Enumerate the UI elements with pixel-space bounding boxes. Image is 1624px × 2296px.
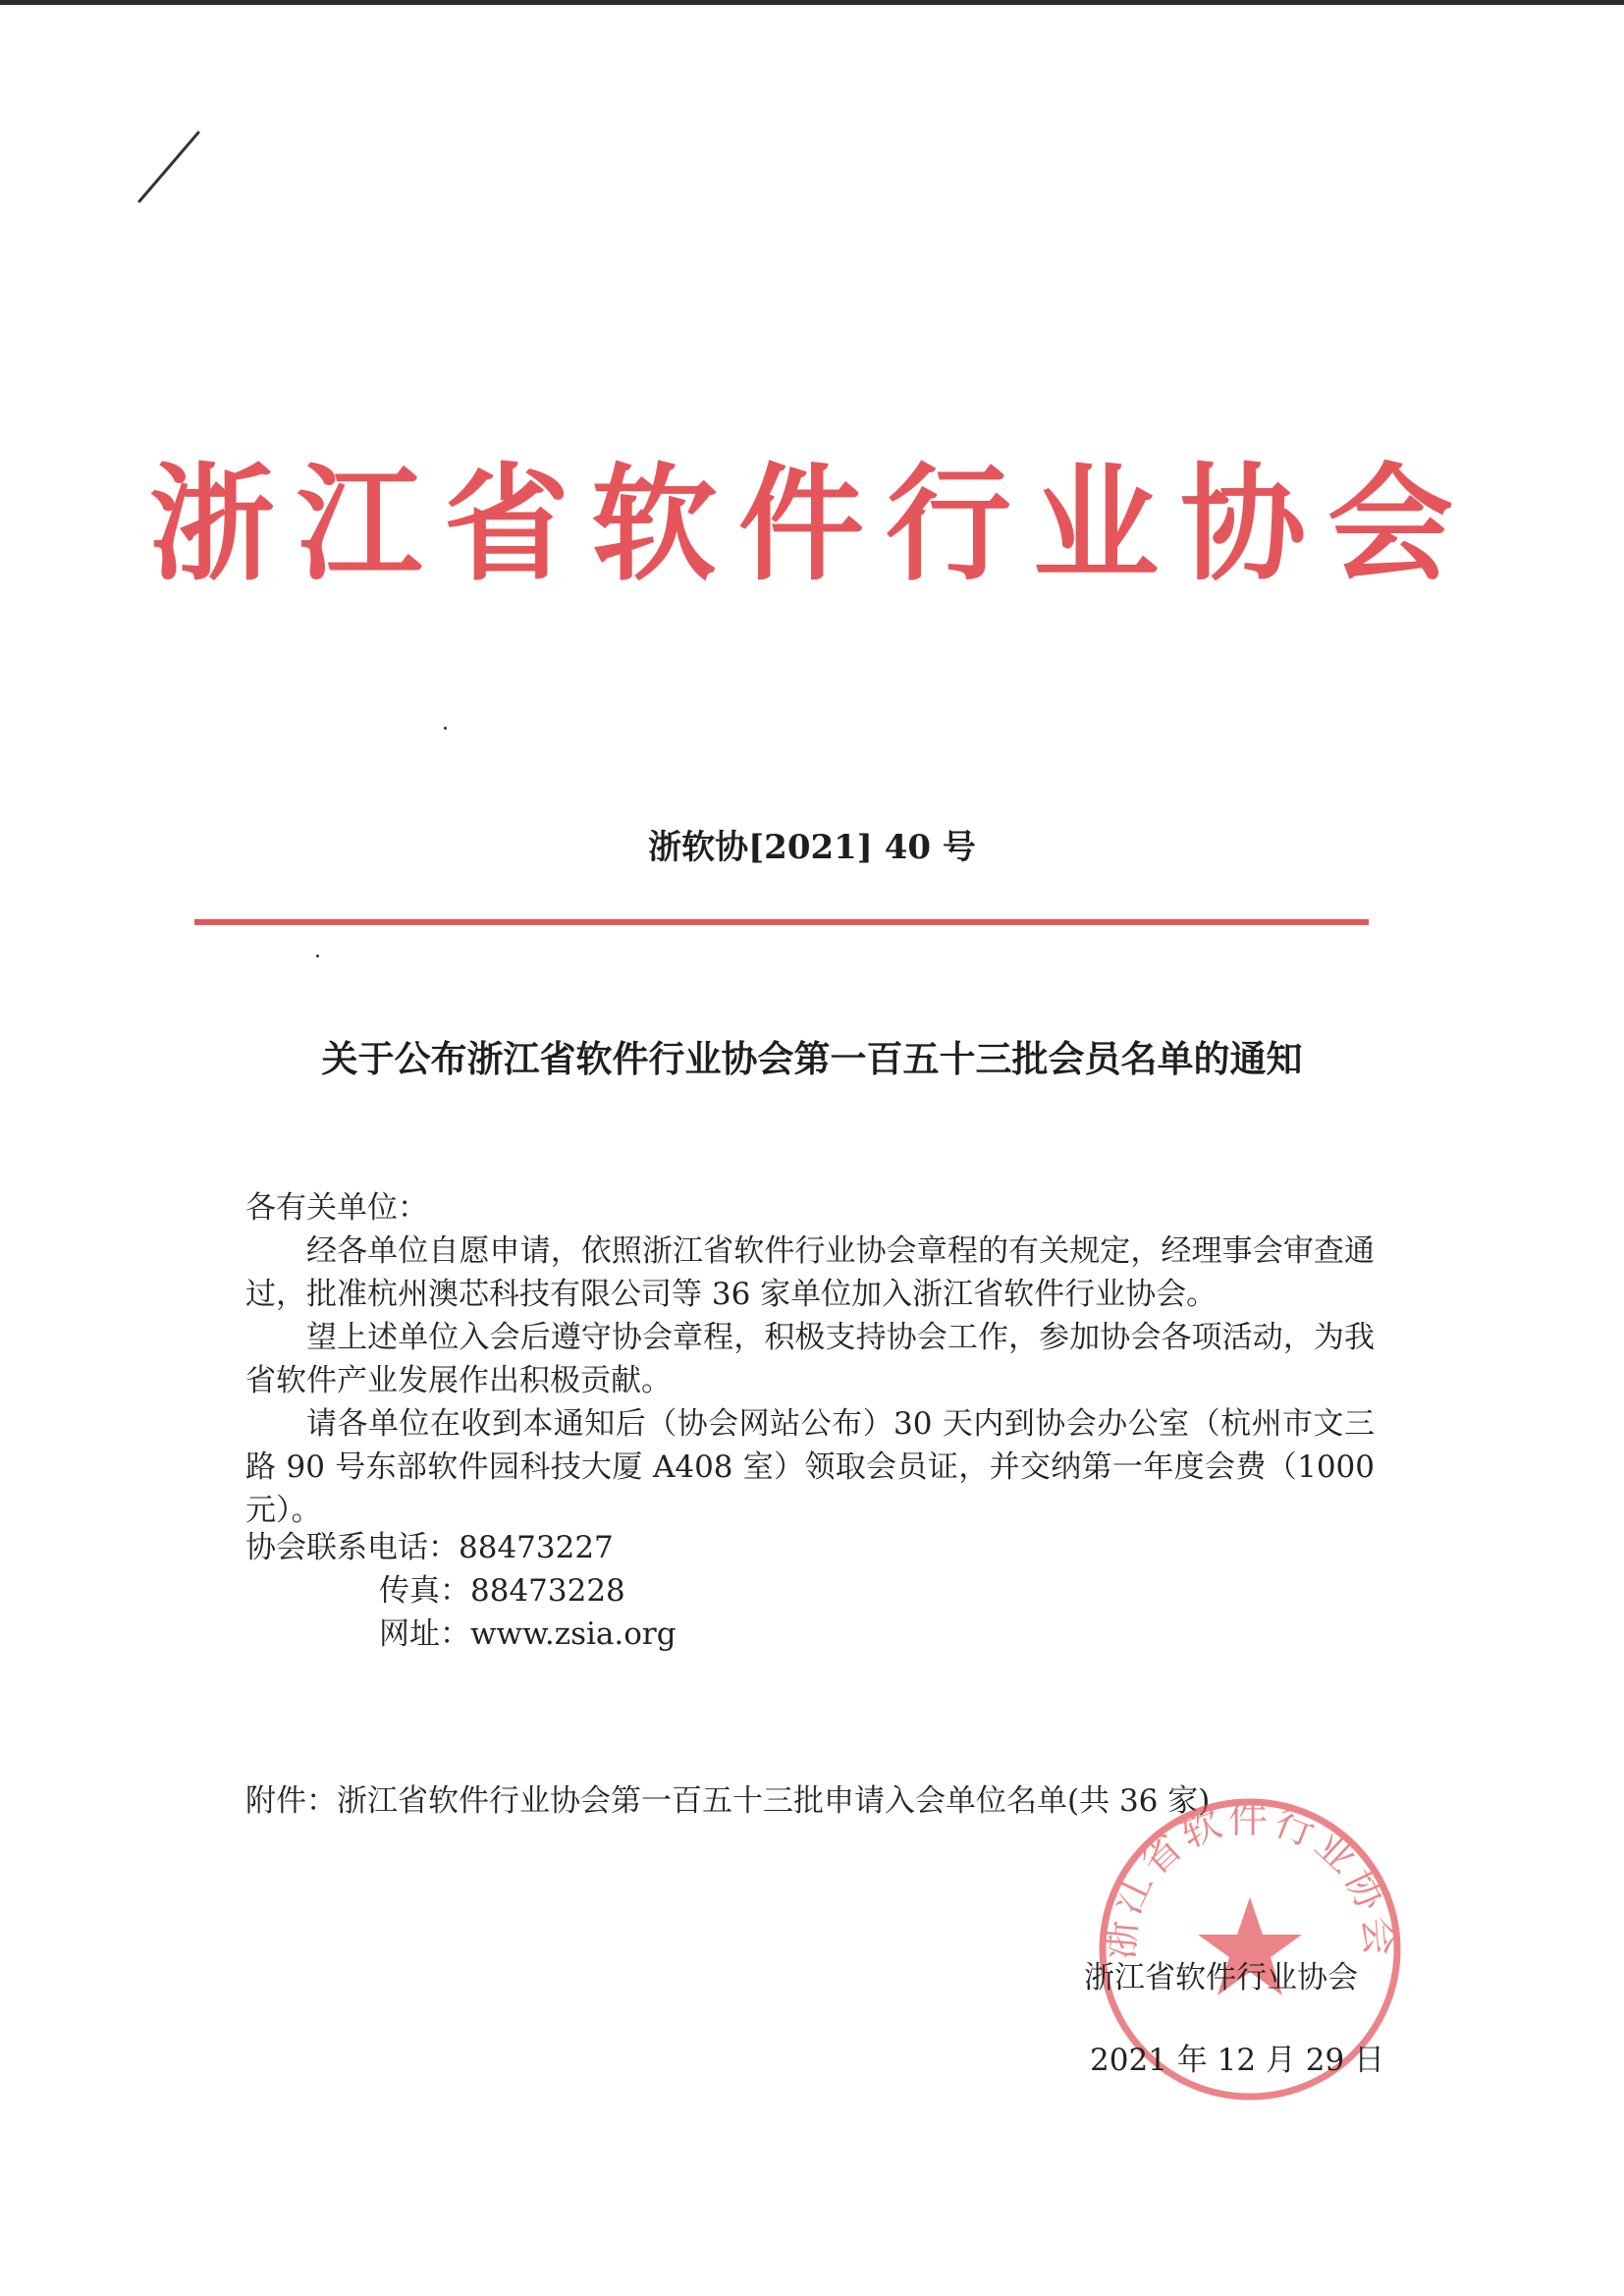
speck — [316, 955, 319, 957]
paragraph: 经各单位自愿申请，依照浙江省软件行业协会章程的有关规定，经理事会审查通过，批准杭州澳芯科技有限公司等 36 家单位加入浙江省软件行业协会。 — [245, 1233, 1375, 1312]
paragraph: 望上述单位入会后遵守协会章程，积极支持协会工作，参加协会各项活动，为我省软件产业发展作出积极贡献。 — [245, 1320, 1375, 1398]
org-header: 浙江省软件行业协会 — [148, 451, 1475, 598]
phone-number: 88473227 — [459, 1530, 614, 1565]
salutation: 各有关单位： — [245, 1190, 428, 1226]
web-address: www.zsia.org — [470, 1616, 677, 1652]
signature-date: 2021 年 12 月 29 日 — [1090, 2043, 1385, 2078]
web-label: 网址： — [379, 1616, 470, 1652]
contact-web-row — [379, 1613, 677, 1656]
paragraph: 请各单位在收到本通知后（协会网站公布）30 天内到协会办公室（杭州市文三路 90 号东部软件园科技大厦 A408 室）领取会员证，并交纳第一年度会费（1000 元）。 — [245, 1406, 1375, 1528]
page-top-edge — [0, 0, 1624, 5]
phone-label: 协会联系电话： — [245, 1530, 459, 1565]
contact-phone-row — [245, 1526, 614, 1569]
fax-number: 88473228 — [470, 1573, 625, 1609]
doc-number: 浙软协[2021] 40 号 — [648, 828, 976, 867]
attachment-line: 附件：浙江省软件行业协会第一百五十三批申请入会单位名单(共 36 家) — [245, 1783, 1211, 1819]
contact-fax-row — [379, 1569, 625, 1613]
red-rule — [194, 919, 1369, 925]
doc-title: 关于公布浙江省软件行业协会第一百五十三批会员名单的通知 — [321, 1037, 1303, 1080]
signature-org: 浙江省软件行业协会 — [1084, 1960, 1358, 1995]
notice-body — [245, 1186, 1375, 1532]
speck — [444, 727, 447, 730]
seal-text: 浙江省软件行业协会 — [1097, 1796, 1403, 1962]
pen-mark — [128, 128, 206, 216]
fax-label: 传真： — [379, 1573, 470, 1609]
